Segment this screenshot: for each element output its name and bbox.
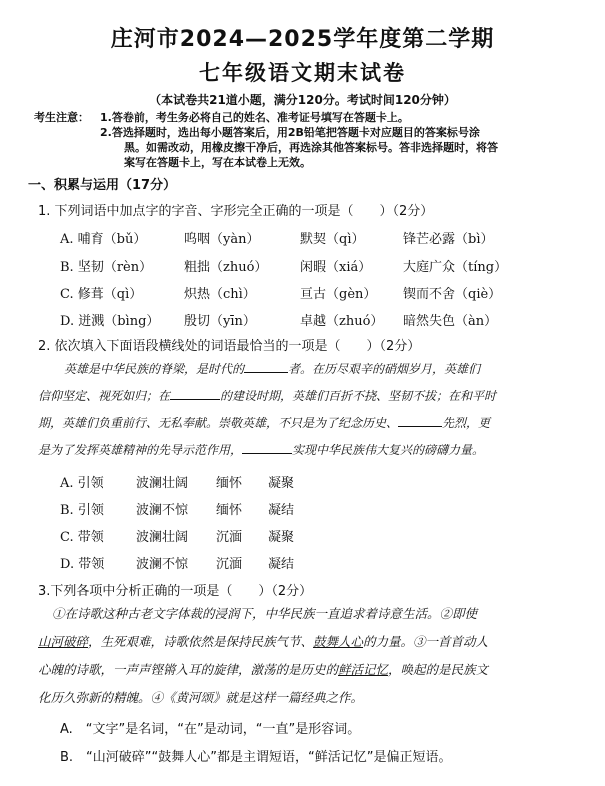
exam-title-line1: 庄河市2024—2025学年度第二学期 <box>110 27 495 52</box>
notice-item-2-end: 案写在答题卡上，写在本试卷上无效。 <box>124 156 311 169</box>
q1-option-row-b <box>60 256 580 276</box>
q2-text-1b: 者。在历尽艰辛的硝烟岁月，英雄们 <box>288 362 481 376</box>
q1-d-3: 卓越（zhuó） <box>300 314 384 329</box>
q2-text-2a: 信仰坚定、视死如归；在 <box>38 389 171 403</box>
exam-subtitle: （本试卷共21道小题，满分120分。考试时间120分钟） <box>149 93 456 107</box>
answer-blank-4 <box>242 441 292 454</box>
q1-option-row-a <box>60 228 580 248</box>
question-1-stem: 1. 下列词语中加点字的字音、字形完全正确的一项是（ ）（2分） <box>38 204 434 219</box>
notice-item-2: 2.答选择题时，选出每小题答案后，用2B铅笔把答题卡对应题目的答案标号涂 <box>100 126 480 139</box>
q3-option-a: A. “文字”是名词，“在”是动词，“一直”是形容词。 <box>60 722 361 737</box>
q1-option-row-d <box>60 310 580 330</box>
q2-d-3: 沉湎 <box>216 557 243 572</box>
q2-a-1: A. 引领 <box>60 476 104 491</box>
q1-c-4: 锲而不舍（qiè） <box>403 287 502 302</box>
q2-d-1: D. 带领 <box>60 557 105 572</box>
q2-text-1a: 英雄是中华民族的脊梁，是时代的 <box>64 362 245 376</box>
q2-c-3: 沉湎 <box>216 530 243 545</box>
q2-text-4a: 是为了发挥英雄精神的先导示范作用， <box>38 443 243 457</box>
q2-text-3b: 先烈，更 <box>442 416 491 430</box>
q1-d-1: D. 迸溅（bìng） <box>60 314 160 329</box>
q1-a-3: 默契（qì） <box>300 232 365 247</box>
q1-b-4: 大庭广众（tíng） <box>403 260 508 275</box>
q2-b-1: B. 引领 <box>60 503 104 518</box>
q1-a-4: 锋芒必露（bì） <box>403 232 494 247</box>
q1-b-2: 粗拙（zhuó） <box>184 260 268 275</box>
q2-d-2: 波澜不惊 <box>136 557 189 572</box>
q2-b-2: 波澜不惊 <box>136 503 189 518</box>
q1-option-row-c <box>60 283 580 303</box>
q2-d-4: 凝结 <box>268 557 295 572</box>
q3-text-3c: ，唤起的是民族文 <box>388 662 489 677</box>
q2-passage-line1 <box>38 356 578 383</box>
q2-passage <box>38 356 578 464</box>
q2-option-c <box>60 526 420 546</box>
answer-blank-1 <box>244 360 288 373</box>
q1-b-3: 闲暇（xiá） <box>300 260 372 275</box>
q3-phrase-xianhuo: 鲜活记忆 <box>338 662 389 677</box>
notice-label: 考生注意： <box>34 111 89 124</box>
q3-passage-line3 <box>38 656 578 684</box>
q2-text-4b: 实现中华民族伟大复兴的磅礴力量。 <box>292 443 485 457</box>
q1-c-3: 亘古（gèn） <box>300 287 377 302</box>
q2-passage-line4 <box>38 437 578 464</box>
q2-a-2: 波澜壮阔 <box>136 476 189 491</box>
q1-c-2: 炽热（chì） <box>184 287 256 302</box>
q2-b-3: 缅怀 <box>216 503 243 518</box>
notice-item-1: 1.答卷前，考生务必将自己的姓名、准考证号填写在答题卡上。 <box>100 111 409 124</box>
notice-item-2-cont: 黑。如需改动，用橡皮擦干净后，再选涂其他答案标号。答非选择题时，将答 <box>124 141 498 154</box>
q2-option-a <box>60 472 420 492</box>
q2-option-b <box>60 499 420 519</box>
q2-passage-line2 <box>38 383 578 410</box>
answer-blank-2 <box>170 387 220 400</box>
q3-option-b: B. “山河破碎”“鼓舞人心”都是主谓短语，“鲜活记忆”是偏正短语。 <box>60 750 452 765</box>
q3-text-1: ①在诗歌这种古老文字体裁的浸润下，中华民族一直追求着诗意生活。②即使 <box>52 606 478 621</box>
q2-c-1: C. 带领 <box>60 530 104 545</box>
q2-passage-line3 <box>38 410 578 437</box>
question-3-stem: 3.下列各项中分析正确的一项是（ ）（2分） <box>38 584 313 599</box>
q3-passage <box>38 600 578 712</box>
q1-b-1: B. 坚韧（rèn） <box>60 260 153 275</box>
q1-d-2: 殷切（yīn） <box>184 314 256 329</box>
q3-text-2d: 的力量。③一首首动人 <box>363 634 489 649</box>
q2-b-4: 凝结 <box>268 503 295 518</box>
q2-a-4: 凝聚 <box>268 476 295 491</box>
q1-a-1: A. 哺育（bǔ） <box>60 232 147 247</box>
q3-passage-line2 <box>38 628 578 656</box>
q3-passage-line1 <box>38 600 578 628</box>
question-2-stem: 2. 依次填入下面语段横线处的词语最恰当的一项是（ ）（2分） <box>38 339 421 354</box>
q2-c-4: 凝聚 <box>268 530 295 545</box>
q3-text-3a: 心魄的诗歌，一声声铿锵入耳的旋律，激荡的是历史的 <box>38 662 339 677</box>
q2-option-d <box>60 553 420 573</box>
answer-blank-3 <box>398 414 442 427</box>
q3-phrase-guwu: 鼓舞人心 <box>313 634 364 649</box>
q2-text-2b: 的建设时期，英雄们百折不挠、坚韧不拔；在和平时 <box>220 389 497 403</box>
q1-a-2: 呜咽（yàn） <box>184 232 260 247</box>
q1-d-4: 暗然失色（àn） <box>403 314 498 329</box>
q1-c-1: C. 修葺（qì） <box>60 287 143 302</box>
exam-title-line2: 七年级语文期末试卷 <box>199 61 406 85</box>
q3-text-2b: ，生死艰难，诗歌依然是保持民族气节、 <box>88 634 314 649</box>
q3-phrase-shanhe: 山河破碎 <box>38 634 89 649</box>
q2-a-3: 缅怀 <box>216 476 243 491</box>
q3-text-4: 化历久弥新的精魄。④《黄河颂》就是这样一篇经典之作。 <box>38 690 364 705</box>
q2-c-2: 波澜壮阔 <box>136 530 189 545</box>
section-heading: 一、积累与运用（17分） <box>28 178 177 193</box>
q3-passage-line4 <box>38 684 578 712</box>
q2-text-3a: 期，英雄们负重前行、无私奉献。崇敬英雄，不只是为了纪念历史、 <box>38 416 399 430</box>
